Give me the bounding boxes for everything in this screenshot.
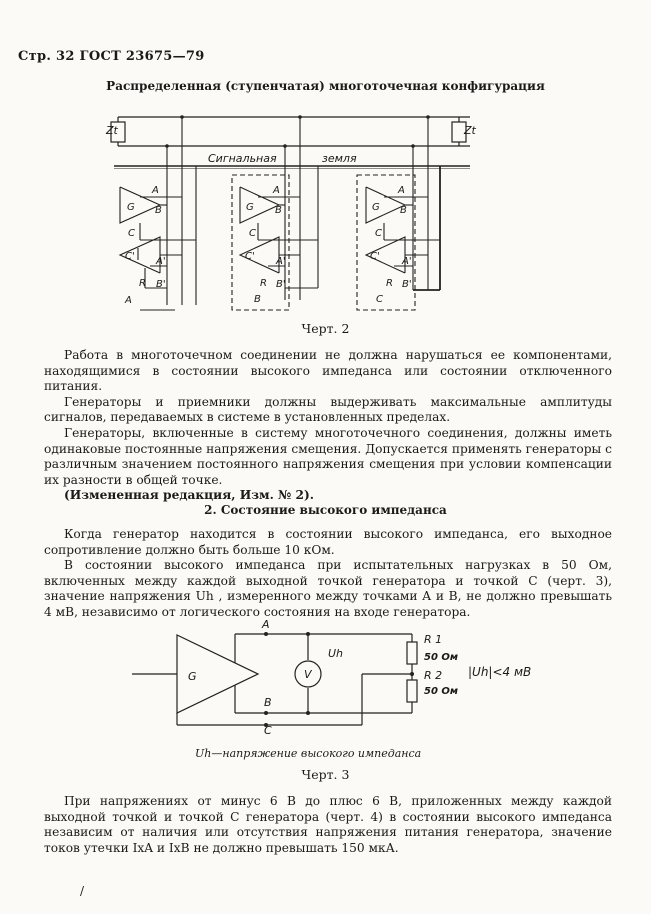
signal-ground-label-2: земля <box>322 152 357 165</box>
c-label-1: C <box>128 228 135 239</box>
rec-label-3: R <box>386 278 393 289</box>
bus-nodes <box>165 115 430 148</box>
paragraph-2: Генераторы и приемники должны выдерживать максимальные амплитуды сигналов, передаваемых в системе в установленных пределах. <box>44 394 612 425</box>
b-prime-label-2: B' <box>276 279 286 290</box>
paragraph-6: При напряжениях от минус 6 В до плюс 6 В, приложенных между каждой выходной точкой и точкой C генератора (черт. 4) в состоянии высокого импеданса независим от наличия или отсутствия напряжения питания генератора, значение токов утечки IxA и IxB не должно превышать 150 мкА. <box>44 794 612 855</box>
page-header: Стр. 32 ГОСТ 23675—79 <box>18 49 205 64</box>
fig3-c-label: C <box>264 724 272 737</box>
figure3-legend: Uh—напряжение высокого импеданса <box>195 747 422 760</box>
fig3-r1-value: 50 Ом <box>424 652 459 663</box>
section-title: 2. Состояние высокого импеданса <box>204 503 447 517</box>
a-prime-label-1: A' <box>156 256 166 267</box>
b-bottom-label: B <box>254 294 261 305</box>
c-prime-label-2: C' <box>245 251 255 262</box>
c-bottom-label: C <box>376 294 383 305</box>
a-bottom-label: A <box>125 295 132 306</box>
paragraph-4: Когда генератор находится в состоянии высокого импеданса, его выходное сопротивление должно быть больше 10 кОм. <box>44 527 612 557</box>
text-block-3 <box>44 794 612 856</box>
paragraph-1: Работа в многоточечном соединении не должна нарушаться ее компонентами, находящимися в состоянии высокого импеданса или состоянии отключенного питания. <box>44 348 612 394</box>
b-prime-label-3: B' <box>402 279 412 290</box>
fig3-r1-label: R 1 <box>424 633 443 646</box>
edition-note: (Измененная редакция, Изм. № 2). <box>64 488 315 503</box>
fig3-condition: |Uh|<4 мВ <box>468 665 532 679</box>
rec-label-2: R <box>260 278 267 289</box>
c-prime-label-1: C' <box>125 251 135 262</box>
a-label-3: A <box>398 185 405 196</box>
figure3-caption: Черт. 3 <box>301 767 350 782</box>
a-label-1: A <box>152 185 159 196</box>
gen-label-3: G <box>372 202 380 213</box>
figure2-title: Распределенная (ступенчатая) многоточечная конфигурация <box>106 79 545 93</box>
c-prime-label-3: C' <box>370 251 380 262</box>
text-block-2 <box>44 527 612 621</box>
fig3-r2-value: 50 Ом <box>424 686 459 697</box>
fig3-uh-label: Uh <box>328 647 344 660</box>
a-prime-label-2: A' <box>276 256 286 267</box>
a-label-2: A <box>273 185 280 196</box>
rec-label-1: R <box>139 278 146 289</box>
fig3-b-label: B <box>264 696 272 709</box>
zt-left-label: Zt <box>106 124 118 137</box>
figure2-caption: Черт. 2 <box>301 321 350 336</box>
fig3-r2-label: R 2 <box>424 669 443 682</box>
zt-right-label: Zt <box>464 124 476 137</box>
fig3-gen-label: G <box>188 670 197 683</box>
b-label-2: B <box>275 205 282 216</box>
c-label-2: C <box>249 228 256 239</box>
gen-label-2: G <box>246 202 254 213</box>
b-label-3: B <box>400 205 407 216</box>
paragraph-5: В состоянии высокого импеданса при испытательных нагрузках в 50 Ом, включенных между каждой выходной точкой генератора и точкой C (черт. 3), значение напряжения Uh , измеренного между точками A и B, не должно превышать 4 мВ, независимо от логического состояния на входе генератора. <box>44 558 612 619</box>
text-block-1 <box>44 348 612 504</box>
fig3-a-label: A <box>262 618 270 631</box>
paragraph-3: Генераторы, включенные в систему многоточечного соединения, должны иметь одинаковые постоянные напряжения смещения. Допускается применять генераторы с различным значением постоянного напряжения смещения при условии компенсации их разности в общей точке. <box>44 425 612 487</box>
figure3-diagram <box>0 610 651 760</box>
figure2-diagram <box>0 0 651 330</box>
b-prime-label-1: B' <box>156 279 166 290</box>
c-label-3: C <box>375 228 382 239</box>
b-label-1: B <box>155 205 162 216</box>
signal-ground-label-1: Сигнальная <box>208 152 277 165</box>
fig3-v-label: V <box>304 668 312 681</box>
a-prime-label-3: A' <box>402 256 412 267</box>
gen-label-1: G <box>127 202 135 213</box>
page-mark: / <box>80 884 85 898</box>
